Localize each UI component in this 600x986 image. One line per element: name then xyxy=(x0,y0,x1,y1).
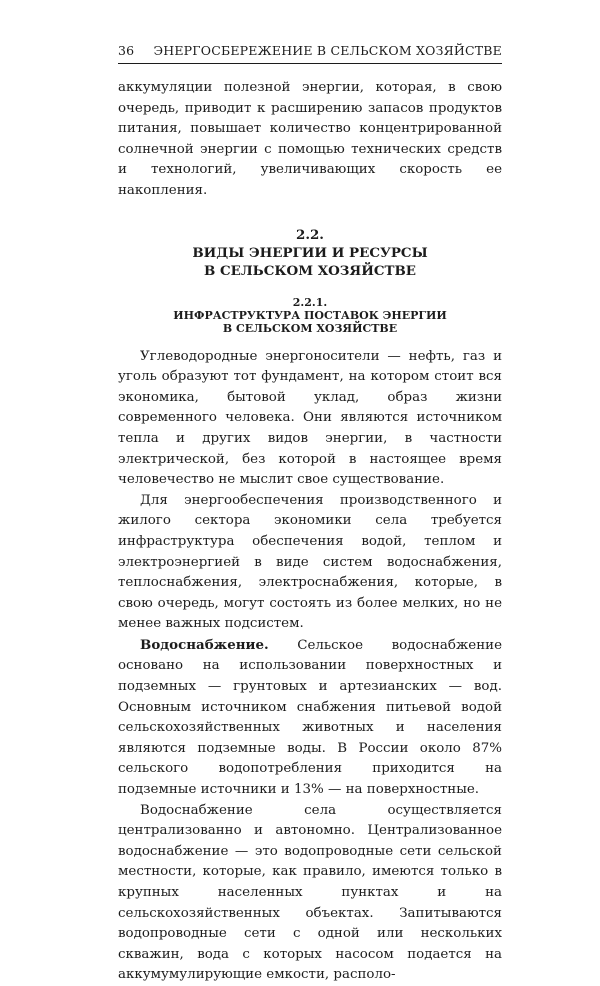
subsection-number: 2.2.1. xyxy=(292,295,328,309)
body-text xyxy=(118,78,502,986)
paragraph-text: Сельское водоснабжение основано на использовании поверхностных и подземных — грунтовых и артезианских — вод. Основным источником снабжения питьевой водой сельскохозяйственных животных и населения являются подземные воды. В России около 87% сельского водопотребления приходится на подземные источники и 13% — на поверхностные. xyxy=(118,637,502,798)
runin-heading: Водоснабжение. xyxy=(140,636,269,653)
subsection-title-line: В СЕЛЬСКОМ ХОЗЯЙСТВЕ xyxy=(222,321,398,335)
subsection-title-line: ИНФРАСТРУКТУРА ПОСТАВОК ЭНЕРГИИ xyxy=(173,308,447,322)
subsection-heading xyxy=(118,296,502,335)
section-title-line: В СЕЛЬСКОМ ХОЗЯЙСТВЕ xyxy=(203,262,417,279)
paragraph: Водоснабжение села осуществляется централизованно и автономно. Централизованное водоснабжение — это водопроводные сети сельской местности, которые, как правило, имеются только в крупных населенных пунктах и на сельскохозяйственных объектах. Запитываются водопроводные сети с одной или нескольких скважин, вода с которых насосом подается на аккумумулирующие емкости, располо- xyxy=(118,802,502,983)
water-supply-paragraph xyxy=(118,635,502,801)
running-head xyxy=(118,43,502,58)
page-number: 36 xyxy=(118,43,135,58)
section-number: 2.2. xyxy=(296,226,324,243)
running-title: ЭНЕРГОСБЕРЕЖЕНИЕ В СЕЛЬСКОМ ХОЗЯЙСТВЕ xyxy=(153,43,502,58)
intro-paragraph: аккумуляции полезной энергии, которая, в свою очередь, приводит к расширению запасов продуктов питания, повышает количество концентрированной солнечной энергии с помощью технических средств и технологий, увеличивающих скорость ее накопления. xyxy=(118,80,502,198)
paragraph: Для энергообеспечения производственного и жилого сектора экономики села требуется инфраструктура обеспечения водой, теплом и электроэнергией в виде систем водоснабжения, теплоснабжения, электроснабжения, которые, в свою очередь, могут состоять из более мелких, но не менее важных подсистем. xyxy=(118,492,502,632)
paragraph: Углеводородные энергоносители — нефть, газ и уголь образуют тот фундамент, на котором стоит вся экономика, бытовой уклад, образ жизни современного человека. Они являются источником тепла и других видов энергии, в частности электрической, без которой в настоящее время человечество не мыслит свое существование. xyxy=(118,348,502,488)
section-title-line: ВИДЫ ЭНЕРГИИ И РЕСУРСЫ xyxy=(192,244,428,261)
header-rule xyxy=(118,63,502,64)
section-heading xyxy=(118,226,502,280)
